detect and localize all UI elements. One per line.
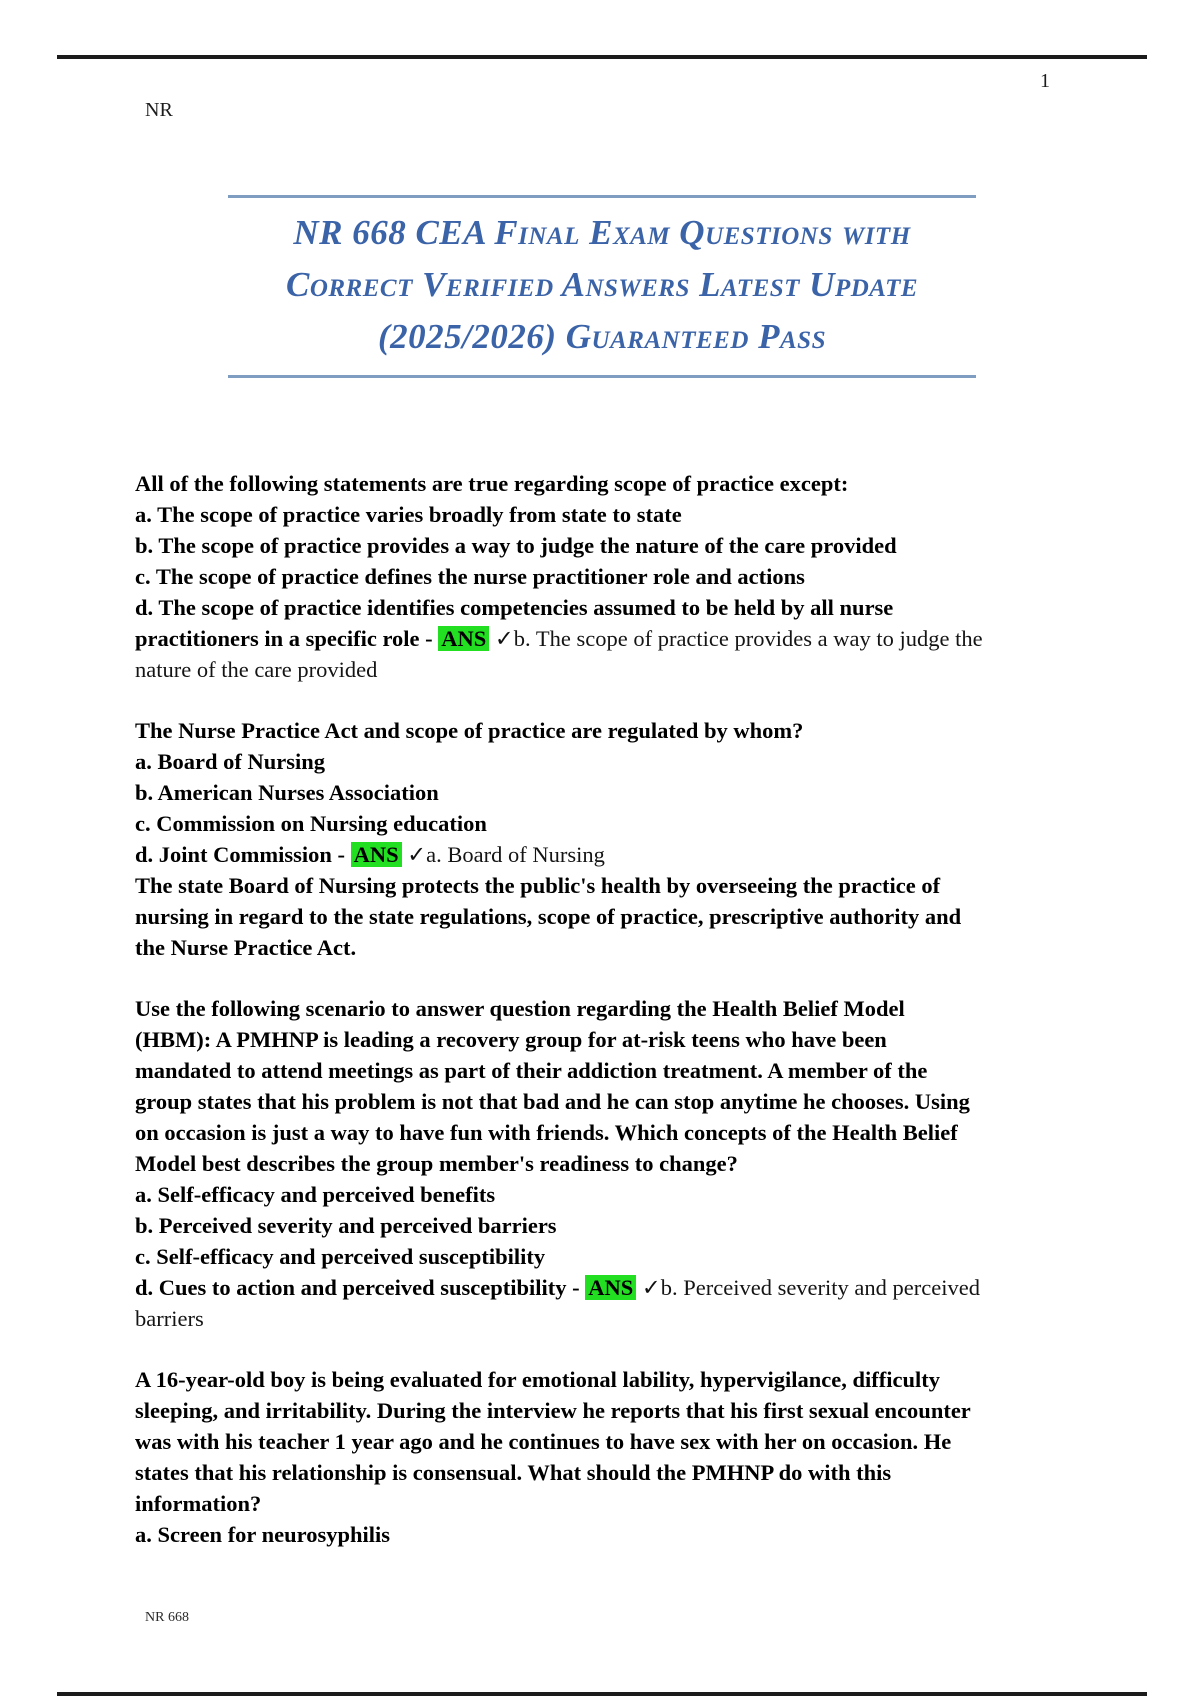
question-text: b. Perceived severity and perceived (660, 1275, 980, 1300)
text-line (135, 777, 1095, 808)
checkmark-icon: ✓ (489, 626, 514, 651)
text-line (135, 1148, 1095, 1179)
text-line (135, 530, 1095, 561)
text-line (135, 1303, 1095, 1334)
question-text: d. The scope of practice identifies competencies assumed to be held by all nurse (135, 595, 894, 620)
question-text: sleeping, and irritability. During the interview he reports that his first sexual encounter (135, 1398, 971, 1423)
question-text: Use the following scenario to answer question regarding the Health Belief Model (135, 996, 905, 1021)
text-line (135, 870, 1095, 901)
question-text: All of the following statements are true regarding scope of practice except: (135, 471, 849, 496)
title-block (228, 195, 976, 378)
question-text: group states that his problem is not that bad and he can stop anytime he chooses. Using (135, 1089, 970, 1114)
question-text: a. Screen for neurosyphilis (135, 1522, 391, 1547)
question-paragraph (135, 1364, 1095, 1550)
question-text: A 16-year-old boy is being evaluated for emotional lability, hypervigilance, difficulty (135, 1367, 940, 1392)
text-line (135, 1210, 1095, 1241)
text-line (135, 932, 1095, 963)
top-border-rule (57, 55, 1147, 59)
text-line (135, 561, 1095, 592)
bottom-border-rule (57, 1692, 1147, 1696)
text-line (135, 1024, 1095, 1055)
text-line (135, 901, 1095, 932)
question-text: d. Joint Commission - (135, 842, 351, 867)
question-text: states that his relationship is consensual. What should the PMHNP do with this (135, 1460, 892, 1485)
question-text: b. The scope of practice provides a way to judge the nature of the care provided (135, 533, 897, 558)
answer-marker: ANS (585, 1275, 636, 1300)
text-line (135, 808, 1095, 839)
answer-marker: ANS (438, 626, 489, 651)
question-text: (HBM): A PMHNP is leading a recovery group for at-risk teens who have been (135, 1027, 887, 1052)
text-line (135, 839, 1095, 870)
text-line (135, 715, 1095, 746)
question-text: Model best describes the group member's readiness to change? (135, 1151, 738, 1176)
question-text: nature of the care provided (135, 657, 378, 682)
text-line (135, 1426, 1095, 1457)
question-text: b. American Nurses Association (135, 780, 439, 805)
question-paragraph (135, 468, 1095, 685)
question-text: c. Commission on Nursing education (135, 811, 487, 836)
text-line (135, 746, 1095, 777)
checkmark-icon: ✓ (636, 1275, 661, 1300)
document-title-line-3: (2025/2026) Guaranteed Pass (378, 317, 826, 356)
question-paragraph (135, 993, 1095, 1334)
text-line (135, 1395, 1095, 1426)
question-text: d. Cues to action and perceived susceptibility - (135, 1275, 586, 1300)
question-text: was with his teacher 1 year ago and he continues to have sex with her on occasion. He (135, 1429, 952, 1454)
text-line (135, 1488, 1095, 1519)
question-text: b. The scope of practice provides a way to judge the (513, 626, 983, 651)
question-text: the Nurse Practice Act. (135, 935, 357, 960)
question-text: b. Perceived severity and perceived barriers (135, 1213, 557, 1238)
question-text: information? (135, 1491, 262, 1516)
text-line (135, 1086, 1095, 1117)
questions-content (135, 468, 1095, 1580)
question-text: nursing in regard to the state regulations, scope of practice, prescriptive authority and (135, 904, 962, 929)
question-text: a. Board of Nursing (426, 842, 605, 867)
question-text: barriers (135, 1306, 204, 1331)
question-text: a. Self-efficacy and perceived benefits (135, 1182, 496, 1207)
header-course-code: NR (145, 99, 173, 121)
text-line (135, 499, 1095, 530)
footer-course-code: NR 668 (145, 1610, 189, 1625)
question-text: on occasion is just a way to have fun with friends. Which concepts of the Health Belief (135, 1120, 958, 1145)
text-line (135, 1179, 1095, 1210)
document-title-line-2: Correct Verified Answers Latest Update (285, 265, 919, 304)
answer-marker: ANS (351, 842, 402, 867)
text-line (135, 1519, 1095, 1550)
checkmark-icon: ✓ (401, 842, 427, 867)
text-line (135, 1055, 1095, 1086)
question-text: The Nurse Practice Act and scope of practice are regulated by whom? (135, 718, 804, 743)
text-line (135, 1241, 1095, 1272)
text-line (135, 1457, 1095, 1488)
question-text: a. The scope of practice varies broadly from state to state (135, 502, 682, 527)
question-text: c. The scope of practice defines the nurse practitioner role and actions (135, 564, 805, 589)
text-line (135, 623, 1095, 654)
text-line (135, 1272, 1095, 1303)
question-text: practitioners in a specific role - (135, 626, 439, 651)
question-text: c. Self-efficacy and perceived susceptibility (135, 1244, 546, 1269)
text-line (135, 1117, 1095, 1148)
question-paragraph (135, 715, 1095, 963)
text-line (135, 1364, 1095, 1395)
question-text: a. Board of Nursing (135, 749, 326, 774)
page-number: 1 (1040, 70, 1050, 92)
text-line (135, 592, 1095, 623)
question-text: The state Board of Nursing protects the public's health by overseeing the practice of (135, 873, 941, 898)
text-line (135, 654, 1095, 685)
question-text: mandated to attend meetings as part of their addiction treatment. A member of the (135, 1058, 928, 1083)
text-line (135, 468, 1095, 499)
document-title-line-1: NR 668 CEA Final Exam Questions with (293, 213, 911, 252)
text-line (135, 993, 1095, 1024)
